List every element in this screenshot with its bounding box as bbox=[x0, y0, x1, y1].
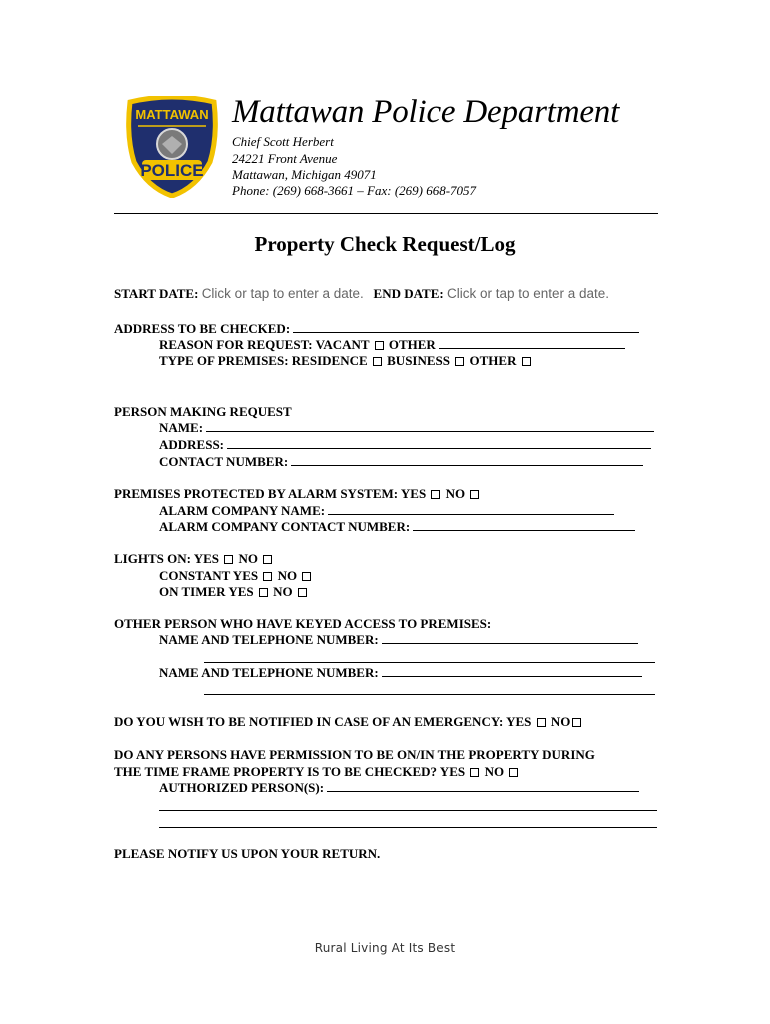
reason-row bbox=[159, 337, 625, 353]
start-date-label: START DATE: bbox=[114, 286, 199, 301]
requester-contact-label: CONTACT NUMBER: bbox=[159, 454, 289, 469]
keyholders-heading: OTHER PERSON WHO HAVE KEYED ACCESS TO PREMISES: bbox=[114, 616, 492, 631]
reason-other-field[interactable] bbox=[439, 337, 625, 349]
timer-label: ON TIMER YES bbox=[159, 584, 254, 599]
street-address: 24221 Front Avenue bbox=[232, 151, 338, 166]
alarm-contact-field[interactable] bbox=[413, 519, 635, 531]
lights-no-checkbox[interactable] bbox=[263, 555, 272, 564]
permission-no-checkbox[interactable] bbox=[509, 768, 518, 777]
premises-other-label: OTHER bbox=[469, 353, 517, 368]
badge-bottom-text: POLICE bbox=[140, 161, 204, 180]
keyholder-1-extra-line[interactable] bbox=[204, 662, 655, 663]
requester-address-row bbox=[159, 437, 651, 453]
requester-contact-field[interactable] bbox=[291, 454, 643, 466]
requester-name-row bbox=[159, 420, 654, 436]
premises-residence-checkbox[interactable] bbox=[373, 357, 382, 366]
keyholder-1-field[interactable] bbox=[382, 632, 638, 644]
address-field[interactable] bbox=[293, 321, 639, 333]
alarm-company-field[interactable] bbox=[328, 503, 614, 515]
requester-name-field[interactable] bbox=[206, 420, 654, 432]
emergency-no-checkbox[interactable] bbox=[572, 718, 581, 727]
requester-name-label: NAME: bbox=[159, 420, 204, 435]
constant-no-checkbox[interactable] bbox=[302, 572, 311, 581]
department-title: Mattawan Police Department bbox=[232, 94, 620, 130]
date-row bbox=[114, 286, 609, 302]
lights-label: LIGHTS ON: YES bbox=[114, 551, 219, 566]
emergency-label: DO YOU WISH TO BE NOTIFIED IN CASE OF AN EMERGENCY: YES bbox=[114, 714, 532, 729]
emergency-yes-checkbox[interactable] bbox=[537, 718, 546, 727]
chief-name: Chief Scott Herbert bbox=[232, 134, 334, 149]
keyholder-1-row bbox=[159, 632, 638, 648]
keyholder-1-label: NAME AND TELEPHONE NUMBER: bbox=[159, 632, 379, 647]
requester-address-label: ADDRESS: bbox=[159, 437, 225, 452]
end-date-label: END DATE: bbox=[373, 286, 444, 301]
permission-no-label: NO bbox=[484, 764, 505, 779]
address-row bbox=[114, 321, 639, 337]
premises-row bbox=[159, 353, 533, 369]
footer-slogan: Rural Living At Its Best bbox=[314, 941, 456, 955]
police-badge-logo bbox=[124, 96, 220, 198]
timer-no-checkbox[interactable] bbox=[298, 588, 307, 597]
form-title: Property Check Request/Log bbox=[254, 232, 516, 256]
timer-no-label: NO bbox=[273, 584, 293, 599]
constant-no-label: NO bbox=[277, 568, 298, 583]
lights-no-label: NO bbox=[238, 551, 258, 566]
alarm-row bbox=[114, 486, 481, 502]
alarm-no-checkbox[interactable] bbox=[470, 490, 479, 499]
authorized-extra-line-2[interactable] bbox=[159, 827, 657, 828]
permission-yes-checkbox[interactable] bbox=[470, 768, 479, 777]
permission-row bbox=[114, 764, 520, 780]
premises-business-checkbox[interactable] bbox=[455, 357, 464, 366]
permission-line-1: DO ANY PERSONS HAVE PERMISSION TO BE ON/IN THE PROPERTY DURING bbox=[114, 747, 595, 762]
authorized-extra-line-1[interactable] bbox=[159, 810, 657, 811]
permission-line-2: THE TIME FRAME PROPERTY IS TO BE CHECKED? YES bbox=[114, 764, 466, 779]
authorized-field[interactable] bbox=[327, 780, 639, 792]
lights-yes-checkbox[interactable] bbox=[224, 555, 233, 564]
reason-other-label: OTHER bbox=[388, 337, 436, 352]
phone-fax: Phone: (269) 668-3661 – Fax: (269) 668-7057 bbox=[232, 183, 477, 198]
end-date-picker[interactable]: Click or tap to enter a date. bbox=[446, 286, 610, 301]
keyholder-2-field[interactable] bbox=[382, 665, 642, 677]
constant-row bbox=[159, 568, 313, 584]
alarm-company-row bbox=[159, 503, 614, 519]
alarm-label: PREMISES PROTECTED BY ALARM SYSTEM: YES bbox=[114, 486, 427, 501]
emergency-no-label: NO bbox=[550, 714, 571, 729]
notify-return-text: PLEASE NOTIFY US UPON YOUR RETURN. bbox=[114, 846, 381, 861]
requester-address-field[interactable] bbox=[227, 437, 651, 449]
premises-label: TYPE OF PREMISES: RESIDENCE bbox=[159, 353, 368, 368]
emergency-row bbox=[114, 714, 583, 730]
keyholder-2-row bbox=[159, 665, 642, 681]
timer-row bbox=[159, 584, 309, 600]
alarm-yes-checkbox[interactable] bbox=[431, 490, 440, 499]
lights-row bbox=[114, 551, 274, 567]
requester-contact-row bbox=[159, 454, 643, 470]
start-date-picker[interactable]: Click or tap to enter a date. bbox=[201, 286, 364, 301]
timer-yes-checkbox[interactable] bbox=[259, 588, 268, 597]
authorized-label: AUTHORIZED PERSON(S): bbox=[159, 780, 325, 795]
address-label: ADDRESS TO BE CHECKED: bbox=[114, 321, 291, 336]
constant-label: CONSTANT YES bbox=[159, 568, 259, 583]
alarm-company-label: ALARM COMPANY NAME: bbox=[159, 503, 326, 518]
header-divider bbox=[114, 213, 658, 214]
constant-yes-checkbox[interactable] bbox=[263, 572, 272, 581]
reason-vacant-checkbox[interactable] bbox=[375, 341, 384, 350]
badge-top-text: MATTAWAN bbox=[135, 107, 209, 122]
city-address: Mattawan, Michigan 49071 bbox=[232, 167, 377, 182]
reason-label: REASON FOR REQUEST: VACANT bbox=[159, 337, 370, 352]
premises-business-label: BUSINESS bbox=[387, 353, 451, 368]
premises-other-checkbox[interactable] bbox=[522, 357, 531, 366]
alarm-contact-row bbox=[159, 519, 635, 535]
keyholder-2-extra-line[interactable] bbox=[204, 694, 655, 695]
keyholder-2-label: NAME AND TELEPHONE NUMBER: bbox=[159, 665, 379, 680]
authorized-row bbox=[159, 780, 639, 796]
alarm-contact-label: ALARM COMPANY CONTACT NUMBER: bbox=[159, 519, 411, 534]
alarm-no-label: NO bbox=[445, 486, 466, 501]
requester-heading: PERSON MAKING REQUEST bbox=[114, 404, 292, 419]
